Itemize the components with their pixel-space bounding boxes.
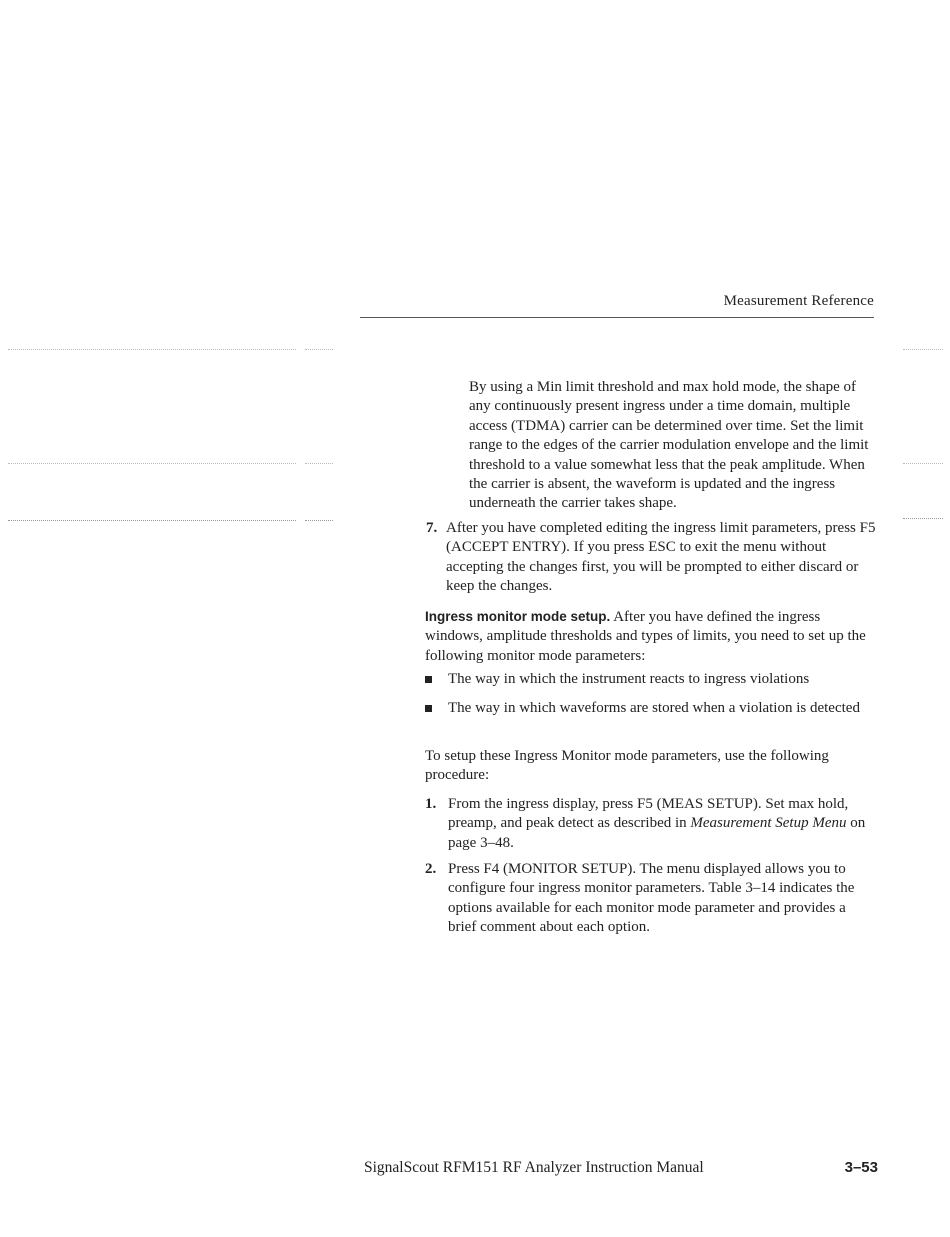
footer-manual-title: SignalScout RFM151 RF Analyzer Instruction Manual xyxy=(364,1159,704,1176)
step-text-part: From the ingress display, press F5 (MEAS SETUP). Set max hold, preamp, and peak detect as described in xyxy=(448,796,849,832)
step-7 xyxy=(426,519,876,597)
margin-dotted-line xyxy=(305,349,333,350)
step-text: After you have completed editing the ingress limit parameters, press F5 (ACCEPT ENTRY). If you press ESC to exit the menu without accepting the changes first, you will be prompted to either discard or keep the changes. xyxy=(446,520,876,595)
step-text: Press F4 (MONITOR SETUP). The menu displayed allows you to configure four ingress monitor parameters. Table 3–14 indicates the options available for each monitor mode parameter and provides a brief comment about each option. xyxy=(448,861,855,936)
step-text xyxy=(448,795,875,853)
ingress-monitor-paragraph xyxy=(425,607,875,666)
margin-dotted-line xyxy=(903,463,943,464)
cross-reference: Measurement Setup Menu xyxy=(690,815,847,832)
step-2 xyxy=(425,860,875,938)
step-number: 1. xyxy=(425,796,437,812)
bullet-marker xyxy=(425,676,432,683)
margin-dotted-line xyxy=(903,518,943,519)
list-item-text: The way in which the instrument reacts to ingress violations xyxy=(448,671,810,687)
list-item-text: The way in which waveforms are stored when a violation is detected xyxy=(448,700,860,716)
intro-paragraph: By using a Min limit threshold and max hold mode, the shape of any continuously present ingress under a time domain, multiple access (TDMA) carrier can be determined over time. Set the limit range to the edges of the carrier modulation envelope and the limit threshold to a value somewhat less that the peak amplitude. When the carrier is absent, the waveform is updated and the ingress underneath the carrier takes shape. xyxy=(469,379,869,512)
step-text-part: on page 3–48. xyxy=(448,815,866,851)
list-item xyxy=(425,699,875,718)
runin-heading: Ingress monitor mode setup. xyxy=(425,609,611,624)
margin-dotted-line xyxy=(8,349,296,350)
header-rule xyxy=(360,317,874,318)
paragraph-text: After you have defined the ingress windows, amplitude thresholds and types of limits, you need to set up the following monitor mode parameters: xyxy=(425,609,866,664)
step-number: 7. xyxy=(426,520,438,536)
margin-dotted-line xyxy=(8,463,296,464)
step-1 xyxy=(425,795,875,853)
setup-paragraph: To setup these Ingress Monitor mode parameters, use the following procedure: xyxy=(425,748,829,784)
margin-dotted-line xyxy=(305,520,333,521)
margin-dotted-line xyxy=(8,520,296,521)
step-number: 2. xyxy=(425,861,437,877)
list-item xyxy=(425,670,875,689)
page-number: 3–53 xyxy=(844,1159,878,1176)
margin-dotted-line xyxy=(305,463,333,464)
running-header: Measurement Reference xyxy=(723,293,874,309)
bullet-marker xyxy=(425,705,432,712)
margin-dotted-line xyxy=(903,349,943,350)
